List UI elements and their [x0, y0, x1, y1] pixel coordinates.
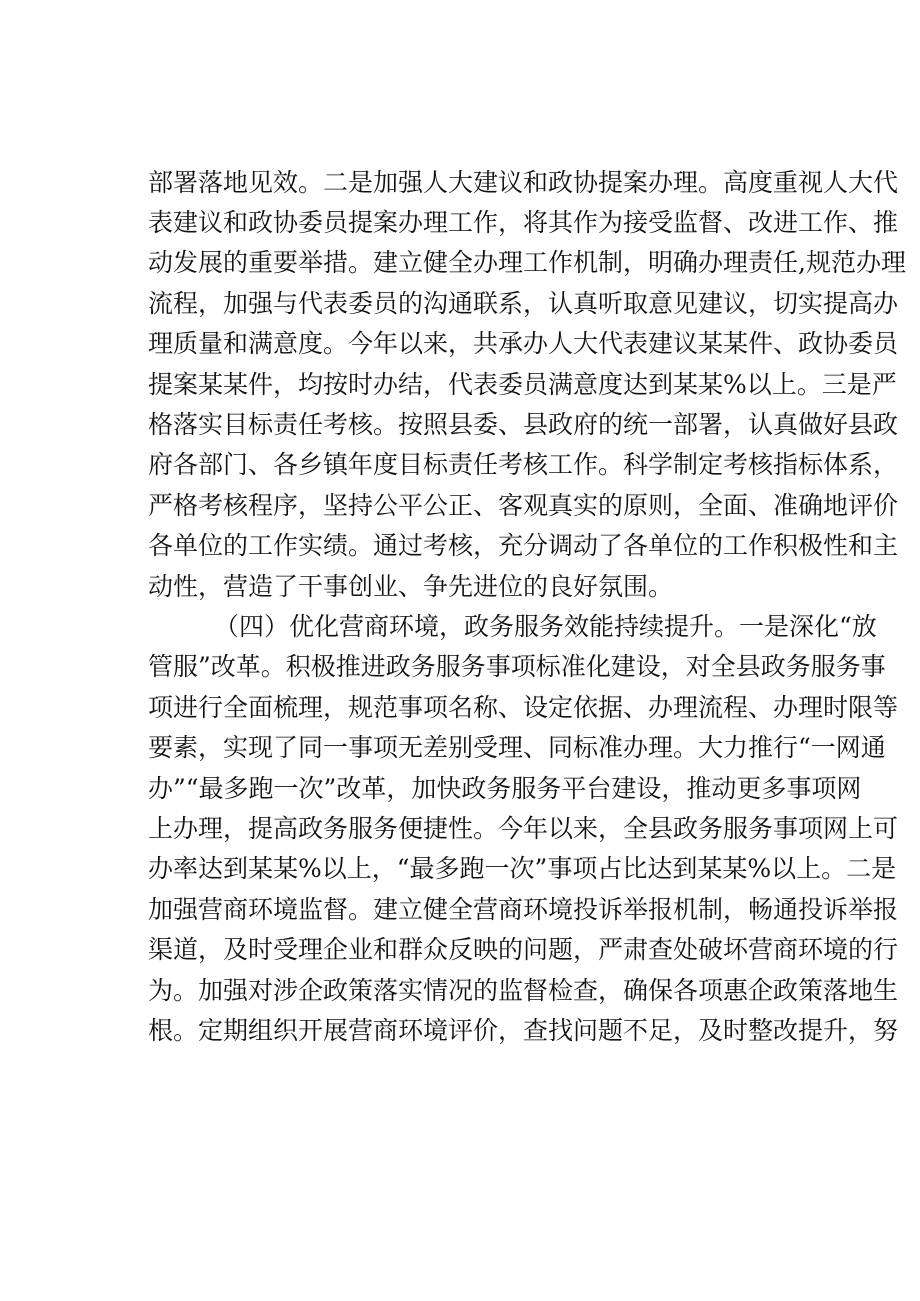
text-line-3: 动发展的重要举措。建立健全办理工作机制，明确办理责任,规范办理 — [148, 248, 906, 277]
text-line-1: 部署落地见效。二是加强人大建议和政协提案办理。高度重视人大代 — [148, 168, 899, 197]
text-line-19: 加强营商环境监督。建立健全营商环境投诉举报机制，畅通投诉举报 — [148, 895, 899, 924]
text-line-18: 办率达到某某%以上，“最多跑一次”事项占比达到某某%以上。二是 — [148, 854, 897, 883]
text-line-20: 渠道，及时受理企业和群众反映的问题，严肃查处破坏营商环境的行 — [148, 935, 899, 964]
text-line-5: 理质量和满意度。今年以来，共承办人大代表建议某某件、政协委员 — [148, 329, 899, 358]
text-line-16: 办”“最多跑一次”改革，加快政务服务平台建设，推动更多事项网 — [148, 774, 862, 803]
text-line-15: 要素，实现了同一事项无差别受理、同标准办理。大力推行“一网通 — [148, 733, 886, 762]
text-line-11: 动性，营造了干事创业、争先进位的良好氛围。 — [148, 572, 674, 601]
text-line-8: 府各部门、各乡镇年度目标责任考核工作。科学制定考核指标体系， — [148, 450, 899, 479]
section-heading-line: （四）优化营商环境，政务服务效能持续提升。一是深化“放 — [214, 612, 877, 641]
text-line-2: 表建议和政协委员提案办理工作，将其作为接受监督、改进工作、推 — [148, 208, 899, 237]
text-line-13: 管服”改革。积极推进政务服务事项标准化建设，对全县政务服务事 — [148, 652, 886, 681]
text-line-4: 流程，加强与代表委员的沟通联系，认真听取意见建议，切实提高办 — [148, 289, 899, 318]
text-line-10: 各单位的工作实绩。通过考核，充分调动了各单位的工作积极性和主 — [148, 531, 899, 560]
text-line-21: 为。加强对涉企政策落实情况的监督检查，确保各项惠企政策落地生 — [148, 976, 899, 1005]
text-line-9: 严格考核程序，坚持公平公正、客观真实的原则，全面、准确地评价 — [148, 491, 899, 520]
text-line-7: 格落实目标责任考核。按照县委、县政府的统一部署，认真做好县政 — [148, 410, 899, 439]
text-line-22: 根。定期组织开展营商环境评价，查找问题不足，及时整改提升，努 — [148, 1016, 899, 1045]
text-line-14: 项进行全面梳理，规范事项名称、设定依据、办理流程、办理时限等 — [148, 693, 899, 722]
text-line-17: 上办理，提高政务服务便捷性。今年以来，全县政务服务事项网上可 — [148, 814, 899, 843]
text-line-6: 提案某某件，均按时办结，代表委员满意度达到某某%以上。三是严 — [148, 370, 897, 399]
